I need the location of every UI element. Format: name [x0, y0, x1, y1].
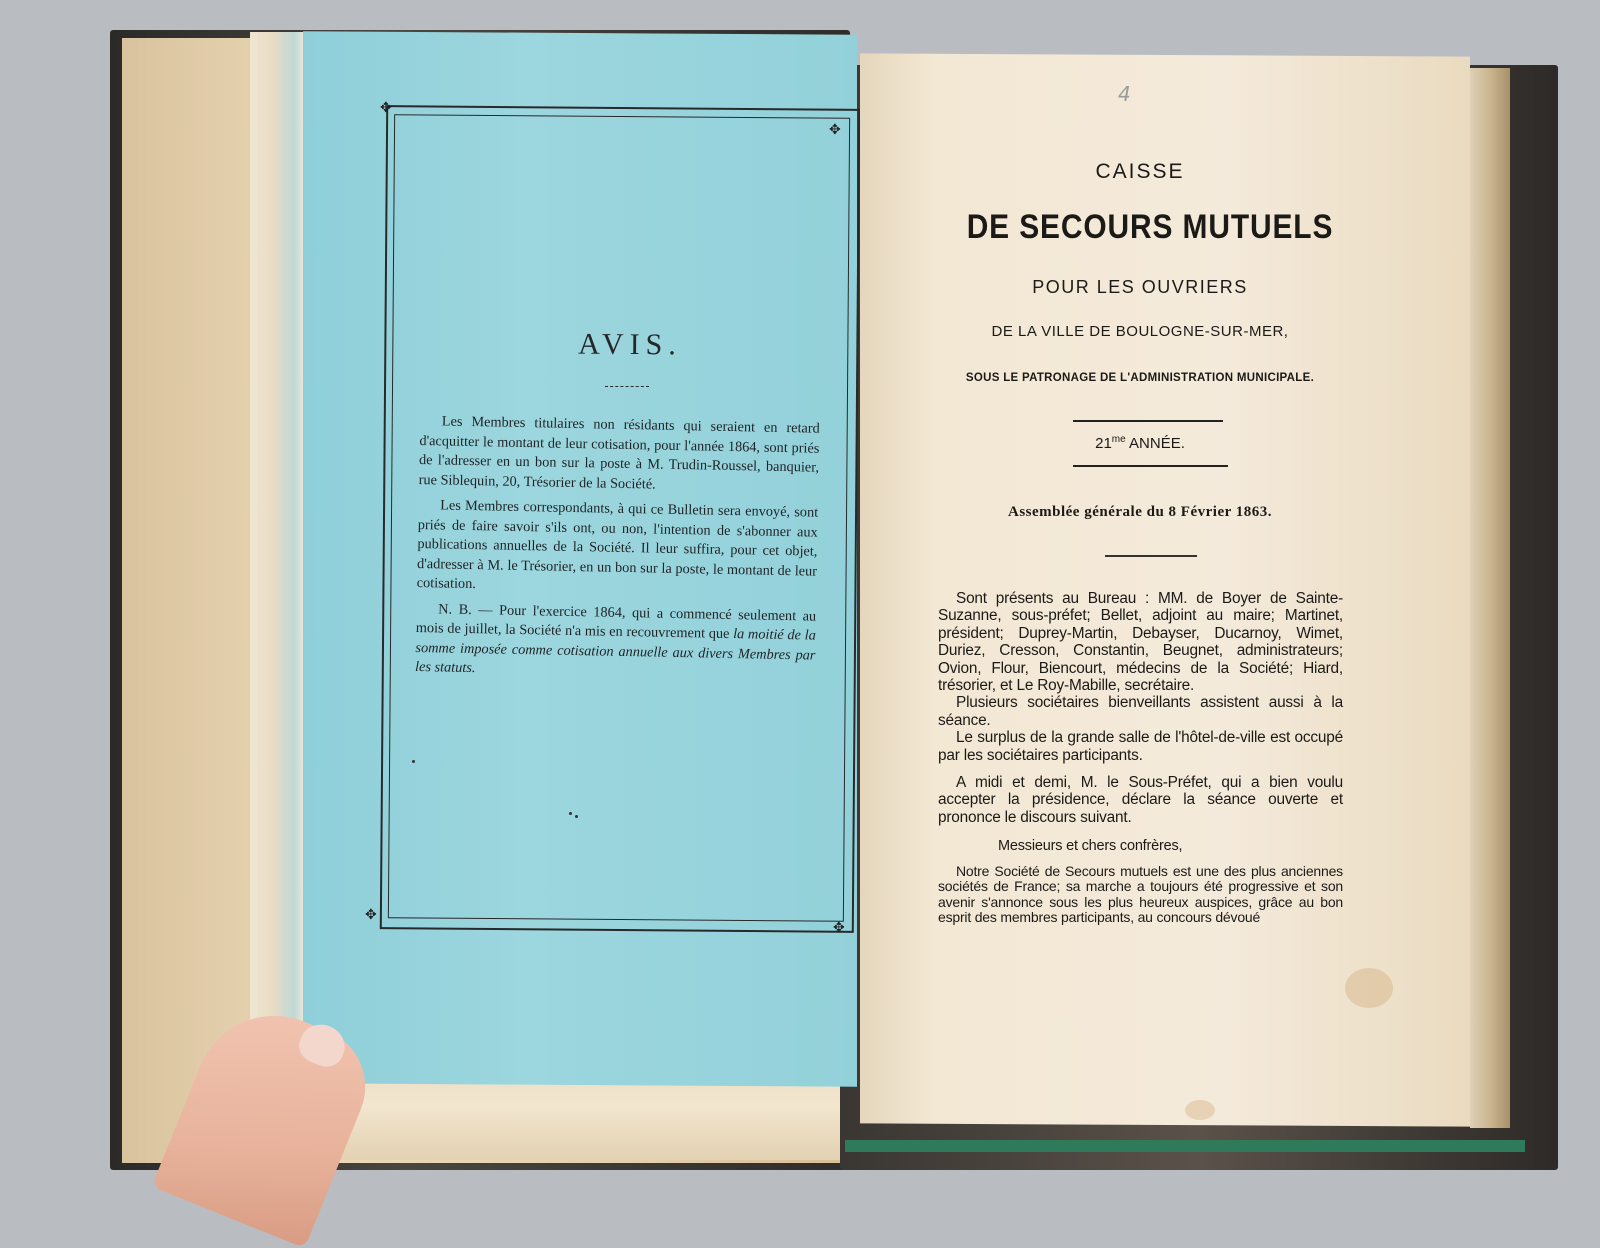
minutes-text: [938, 590, 1343, 926]
paragraph-midi: A midi et demi, M. le Sous-Préfet, qui a bien voulu accepter la présidence, déclare la séance ouverte et prononce le discours suivant.: [938, 774, 1343, 826]
heading-pour: POUR LES OUVRIERS: [1032, 277, 1248, 297]
avis-paragraph-2: Les Membres correspondants, à qui ce Bulletin sera envoyé, sont priés de faire savoir s'ils ont, ou non, l'intention de s'abonner aux publications annuelles de la Société. Il leur suffira, pour cet objet, d'adresser à M. le Trésorier, en un bon sur la poste, le montant de leur cotisation.: [416, 497, 819, 593]
green-cloth-edge: [845, 1140, 1525, 1152]
title-flourish: [605, 380, 649, 387]
paragraph-attend: Plusieurs sociétaires bienveillants assistent aussi à la séance.: [938, 694, 1343, 729]
avis-nb-italic: la moitié de la somme imposée comme cotisation annuelle aux divers Membres par les statuts.: [414, 626, 816, 677]
foxing-stain: [1345, 968, 1393, 1008]
ink-speck: [575, 815, 578, 818]
ink-speck: [412, 760, 415, 763]
page-number: 4: [1118, 82, 1131, 106]
avis-title: AVIS.: [578, 327, 682, 362]
heading-patronage: SOUS LE PATRONAGE DE L'ADMINISTRATION MUNICIPALE.: [965, 372, 1315, 384]
foxing-stain: [1185, 1100, 1215, 1120]
page-edges: [1470, 68, 1510, 1128]
year-word: ANNÉE.: [1125, 435, 1185, 452]
page-stub: [250, 32, 305, 1047]
ink-speck: [569, 812, 572, 815]
rule: [1073, 465, 1228, 467]
paragraph-surplus: Le surplus de la grande salle de l'hôtel-de-ville est occupé par les sociétaires participants.: [938, 729, 1343, 764]
avis-nb-plain: N. B. — Pour l'exercice 1864, qui a commencé seulement au mois de juillet, la Société n'a mis en recouvrement que: [415, 600, 817, 642]
avis-nb: [415, 599, 816, 685]
rule: [1105, 555, 1197, 557]
paragraph-present: Sont présents au Bureau : MM. de Boyer de Sainte-Suzanne, sous-préfet; Bellet, adjoint au maire; Martinet, président; Duprey-Martin, Debayser, Ducarnoy, Wimet, Duriez, Cresson, Constantin, Beugnet, administrateurs; Ovion, Flour, Biencourt, médecins de la Société; Hiard, trésorier, et Le Roy-Mabille, secrétaire.: [938, 590, 1343, 695]
year-suffix: me: [1111, 434, 1126, 445]
avis-paragraph-1: Les Membres titulaires non résidants qui seraient en retard d'acquitter le montant de leur cotisation, pour l'année 1864, sont priés de l'adresser en un bon sur la poste à M. Trudin-Roussel, banquier, rue Siblequin, 20, Trésorier de la Société.: [418, 413, 820, 493]
heading-caisse: CAISSE: [1095, 160, 1185, 183]
frame-corner-ornament: ✥: [829, 123, 841, 138]
year-label: [930, 434, 1350, 452]
frame-corner-ornament: ✥: [380, 101, 392, 116]
rule: [1073, 420, 1223, 422]
year-number: 21: [1095, 435, 1112, 452]
avis-text: [415, 412, 820, 691]
frame-corner-ornament: ✥: [365, 908, 377, 923]
salutation: Messieurs et chers confrères,: [998, 838, 1183, 855]
assembly-heading: Assemblée générale du 8 Février 1863.: [1007, 504, 1272, 520]
frame-corner-ornament: ✥: [833, 921, 845, 936]
heading-ville: DE LA VILLE DE BOULOGNE-SUR-MER,: [991, 323, 1289, 340]
paragraph-speech: Notre Société de Secours mutuels est une des plus anciennes sociétés de France; sa marche a toujours été progressive et son avenir s'annonce sous les plus heureux auspices, grâce au bon esprit des membres participants, au concours dévoué: [938, 862, 1343, 926]
heading-title: DE SECOURS MUTUELS: [966, 208, 1334, 246]
